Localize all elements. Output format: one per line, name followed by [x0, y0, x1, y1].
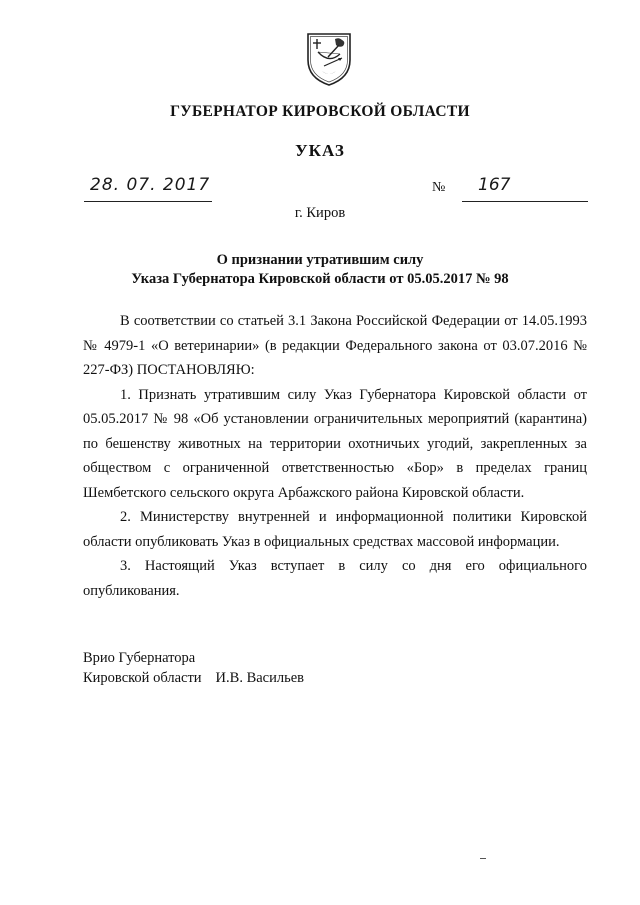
- number-sign: №: [432, 180, 446, 195]
- subject-line-1: О признании утратившим силу: [216, 252, 424, 268]
- page-mark: [480, 858, 486, 859]
- item-1-paragraph: 1. Признать утратившим силу Указ Губернатора Кировской области от 05.05.2017 № 98 «Об установлении ограничительных мероприятий (карантина) по бешенству животных на территории охотничьих угодий, закрепленных за обществом с ограниченной ответственностью «Бор» в пределах границ Шембетского сельского округа Арбажского района Кировской области.: [83, 386, 587, 501]
- document-subject: [0, 251, 640, 289]
- signatory-position-line-2: Кировской области: [83, 670, 202, 686]
- number-value: 167: [478, 175, 511, 195]
- preamble-paragraph: В соответствии со статьей 3.1 Закона Российской Федерации от 14.05.1993 № 4979-1 «О ветеринарии» (в редакции Федерального закона от 03.07.2016 № 227-ФЗ) ПОСТАНОВЛЯЮ:: [83, 313, 587, 378]
- number-field: [462, 175, 588, 202]
- date-field: [84, 175, 212, 202]
- item-3-paragraph: 3. Настоящий Указ вступает в силу со дня его официального опубликования.: [83, 558, 587, 599]
- governor-title: ГУБЕРНАТОР КИРОВСКОЙ ОБЛАСТИ: [170, 103, 470, 120]
- item-2-paragraph: 2. Министерству внутренней и информационной политики Кировской области опубликовать Указ в официальных средствах массовой информации.: [83, 509, 587, 550]
- signatory-name: И.В. Васильев: [215, 670, 304, 686]
- document-type: УКАЗ: [295, 141, 345, 160]
- subject-line-2: Указа Губернатора Кировской области от 05.05.2017 № 98: [131, 271, 509, 287]
- date-value: 28. 07. 2017: [90, 175, 211, 195]
- kirov-coat-of-arms-icon: [304, 30, 354, 88]
- signature-block: [83, 648, 304, 688]
- document-body: [83, 309, 587, 603]
- city: г. Киров: [294, 205, 346, 221]
- signatory-position-line-1: Врио Губернатора: [83, 650, 196, 666]
